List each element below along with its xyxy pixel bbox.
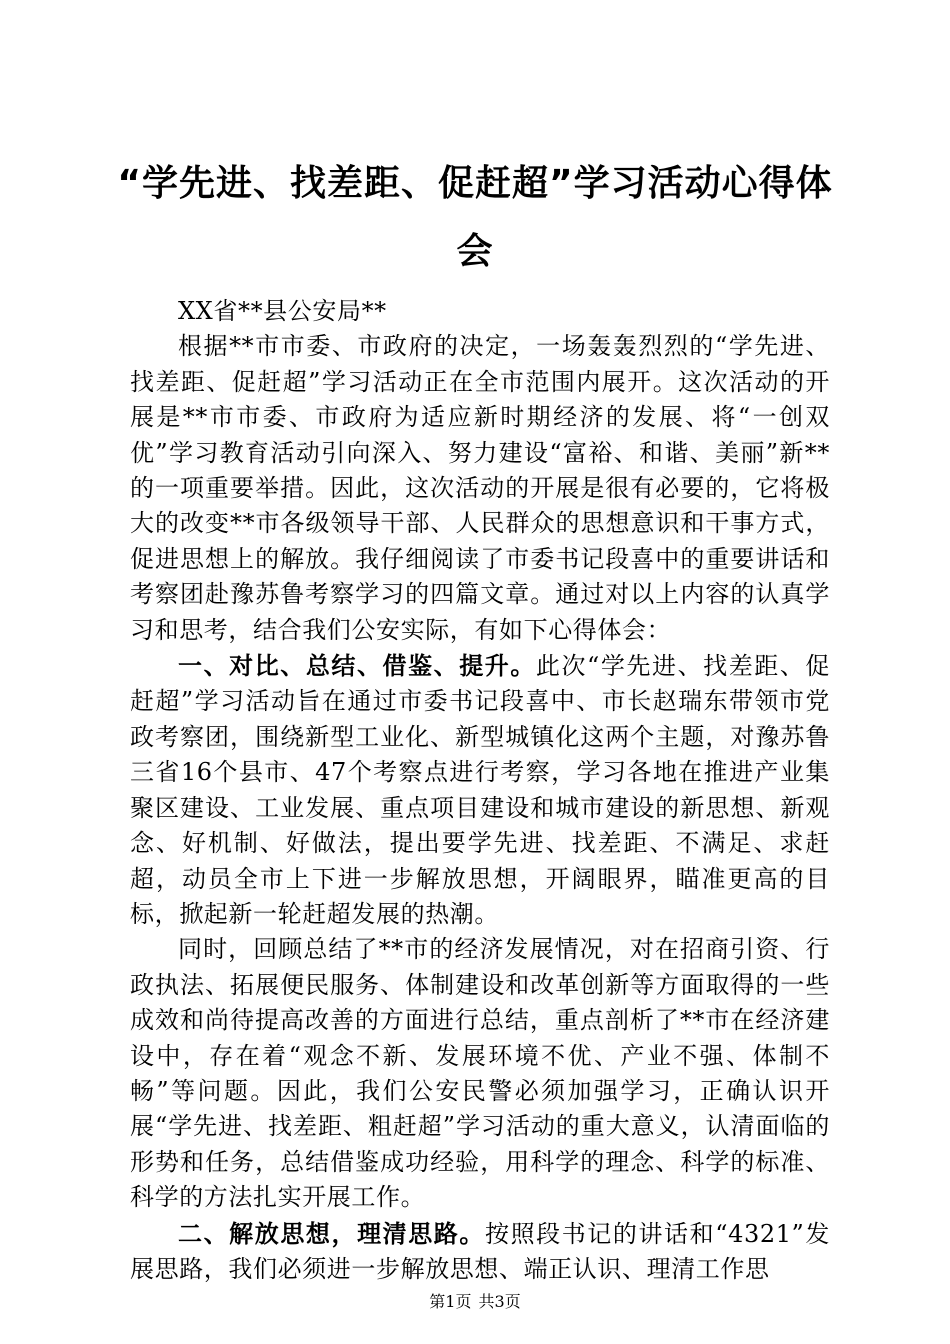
document-title: “学先进、找差距、促赶超”学习活动心得体会 [117,163,833,272]
author-line: XX省**县公安局** [178,297,387,325]
paragraph-3 [130,932,830,1215]
paragraph-2 [130,648,830,932]
page-footer [0,1292,950,1312]
section-heading-2: 二、解放思想，理清思路。 [178,1218,485,1248]
paragraph-1-text: 根据**市市委、市政府的决定，一场轰轰烈烈的“学先进、找差距、促赶超”学习活动正在全市范围内展开。这次活动的开展是**市市委、市政府为适应新时期经济的发展、将“一创双优”学习教育活动引向深入、努力建设“富裕、和谐、美丽”新**的一项重要举措。因此，这次活动的开展是很有必要的，它将极大的改变**市各级领导干部、人民群众的思想意识和干事方式，促进思想上的解放。我仔细阅读了市委书记段喜中的重要讲话和考察团赴豫苏鲁考察学习的四篇文章。通过对以上内容的认真学习和思考，结合我们公安实际，有如下心得体会： [130,332,830,644]
paragraph-1 [130,329,830,648]
document-body [130,294,830,1287]
paragraph-3-text: 同时，回顾总结了**市的经济发展情况，对在招商引资、行政执法、拓展便民服务、体制建设和改革创新等方面取得的一些成效和尚待提高改善的方面进行总结，重点剖析了**市在经济建设中，存在着“观念不新、发展环境不优、产业不强、体制不畅”等问题。因此，我们公安民警必须加强学习，正确认识开展“学先进、找差距、粗赶超”学习活动的重大意义，认清面临的形势和任务，总结借鉴成功经验，用科学的理念、科学的标准、科学的方法扎实开展工作。 [130,935,830,1212]
page-total: 共3页 [478,1292,521,1311]
paragraph-4-text: 按照段书记的讲话和“4321”发展思路，我们必须进一步解放思想、端正认识、理清工作思 [130,1219,831,1283]
page-number: 第1页 [429,1292,472,1311]
paragraph-2-text: 此次“学先进、找差距、促赶超”学习活动旨在通过市委书记段喜中、市长赵瑞东带领市党政考察团，围绕新型工业化、新型城镇化这两个主题，对豫苏鲁三省16个县市、47个考察点进行考察，学习各地在推进产业集聚区建设、工业发展、重点项目建设和城市建设的新思想、新观念、好机制、好做法，提出要学先进、找差距、不满足、求赶超，动员全市上下进一步解放思想，开阔眼界，瞄准更高的目标，掀起新一轮赶超发展的热潮。 [130,652,831,928]
section-heading-1: 一、对比、总结、借鉴、提升。 [178,651,536,681]
paragraph-4 [130,1216,830,1288]
